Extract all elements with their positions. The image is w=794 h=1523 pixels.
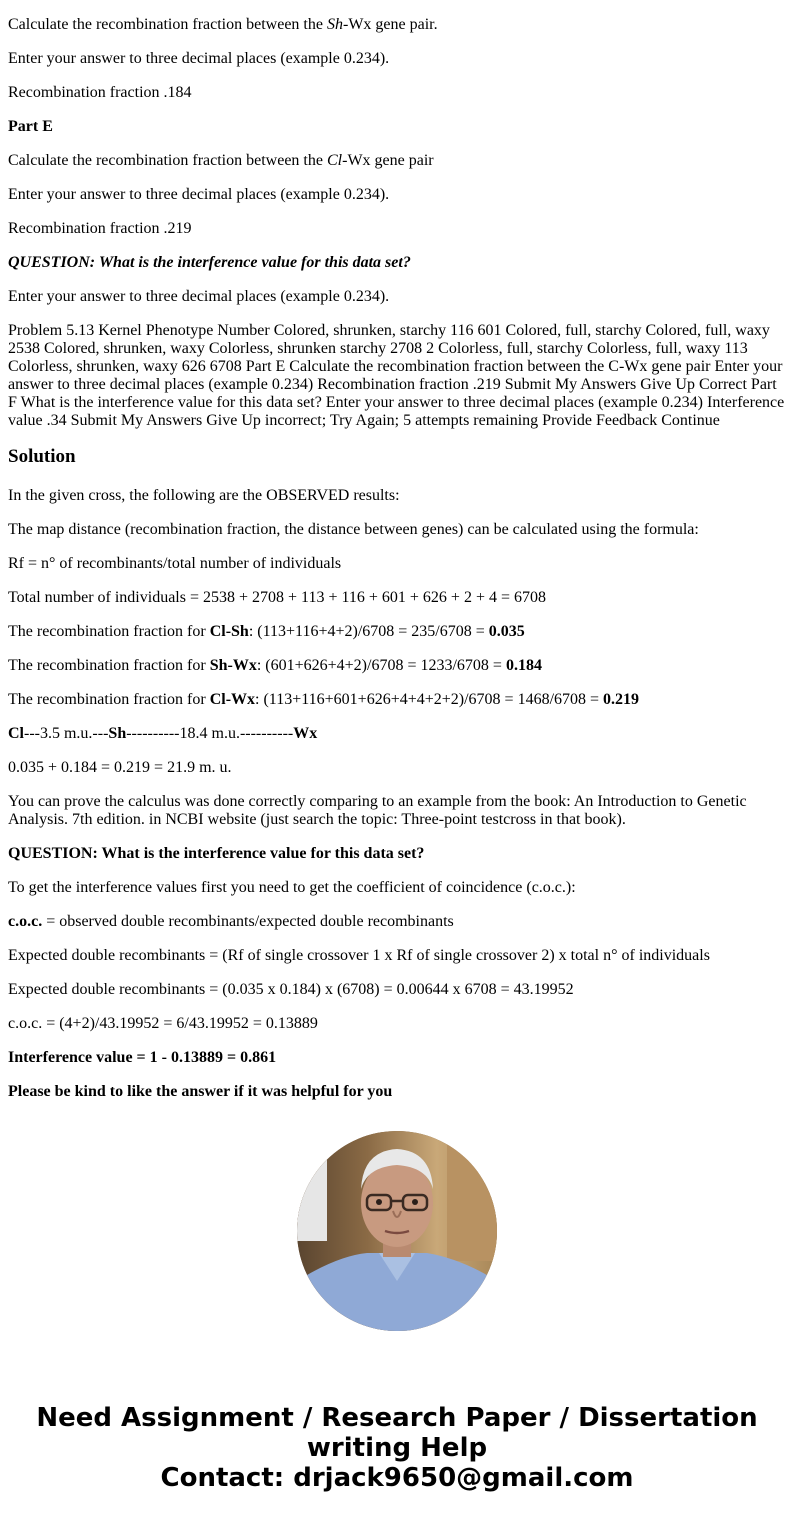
total-text: Total number of individuals = 2538 + 2708 + 113 + 116 + 601 + 626 + 2 + 4 = 6708	[8, 589, 546, 606]
interference-question: QUESTION: What is the interference value for this data set?	[8, 254, 411, 271]
gene-map: Cl---3.5 m.u.---Sh----------18.4 m.u.----------Wx	[8, 725, 318, 742]
promo-banner	[0, 1403, 794, 1493]
gene-sh: Sh	[326, 16, 343, 33]
interference-result: Interference value = 1 - 0.13889 = 0.861	[8, 1049, 277, 1066]
gene-cl: Cl	[326, 152, 343, 169]
coc-definition: c.o.c. = observed double recombinants/expected double recombinants	[8, 913, 454, 930]
promo-line: writing Help	[306, 1433, 488, 1463]
question-bold: QUESTION: What is the interference value for this data set?	[8, 845, 425, 862]
map-distance-text: The map distance (recombination fraction, the distance between genes) can be calculated using the formula:	[8, 521, 699, 538]
part-e-heading: Part E	[8, 118, 53, 135]
answer-text: Recombination fraction .184	[8, 84, 192, 101]
avatar-portrait-icon	[297, 1131, 497, 1331]
proof-text: You can prove the calculus was done correctly comparing to an example from the book: An Introduction to Genetic Analysis. 7th edition. in NCBI website (just search the topic: Three-point testcross in that book).	[8, 793, 747, 828]
instruction-text: Enter your answer to three decimal places (example 0.234).	[8, 186, 390, 203]
rf-cl-sh: The recombination fraction for Cl-Sh: (113+116+4+2)/6708 = 235/6708 = 0.035	[8, 623, 525, 640]
solution-heading: Solution	[8, 446, 76, 467]
rf-sh-wx: The recombination fraction for Sh-Wx: (601+626+4+2)/6708 = 1233/6708 = 0.184	[8, 657, 542, 674]
avatar	[297, 1131, 497, 1331]
question-sh-wx: Calculate the recombination fraction between the Sh-Wx gene pair.	[8, 16, 438, 33]
kind-request: Please be kind to like the answer if it was helpful for you	[8, 1083, 393, 1100]
instruction-text: Enter your answer to three decimal places (example 0.234).	[8, 50, 390, 67]
promo-contact: Contact: drjack9650@gmail.com	[160, 1463, 634, 1493]
coc-intro: To get the interference values first you need to get the coefficient of coincidence (c.o.c.):	[8, 879, 576, 896]
expected-calc: Expected double recombinants = (0.035 x 0.184) x (6708) = 0.00644 x 6708 = 43.19952	[8, 981, 574, 998]
avatar-container	[8, 1131, 786, 1331]
observed-text: In the given cross, the following are the OBSERVED results:	[8, 487, 400, 504]
sum-text: 0.035 + 0.184 = 0.219 = 21.9 m. u.	[8, 759, 232, 776]
rf-cl-wx: The recombination fraction for Cl-Wx: (113+116+601+626+4+4+2+2)/6708 = 1468/6708 = 0.219	[8, 691, 640, 708]
instruction-text: Enter your answer to three decimal places (example 0.234).	[8, 288, 390, 305]
coc-calc: c.o.c. = (4+2)/43.19952 = 6/43.19952 = 0.13889	[8, 1015, 318, 1032]
formula-text: Rf = n° of recombinants/total number of individuals	[8, 555, 342, 572]
problem-text: Problem 5.13 Kernel Phenotype Number Colored, shrunken, starchy 116 601 Colored, full, starchy Colored, full, waxy 2538 Colored, shrunken, waxy Colorless, shrunken starchy 2708 2 Colorless, full, starchy Colorless, full, waxy 113 Colorless, shrunken, waxy 626 6708 Part E Calculate the recombination fraction between the C-Wx gene pair Enter your answer to three decimal places (example 0.234) Recombination fraction .219 Submit My Answers Give Up Correct Part F What is the interference value for this data set? Enter your answer to three decimal places (example 0.234) Interference value .34 Submit My Answers Give Up incorrect; Try Again; 5 attempts remaining Provide Feedback Continue	[8, 322, 785, 429]
question-cl-wx: Calculate the recombination fraction between the Cl-Wx gene pair	[8, 152, 434, 169]
promo-line: Need Assignment / Research Paper / Dissertation	[36, 1403, 758, 1433]
answer-text: Recombination fraction .219	[8, 220, 192, 237]
expected-formula: Expected double recombinants = (Rf of single crossover 1 x Rf of single crossover 2) x total n° of individuals	[8, 947, 710, 964]
